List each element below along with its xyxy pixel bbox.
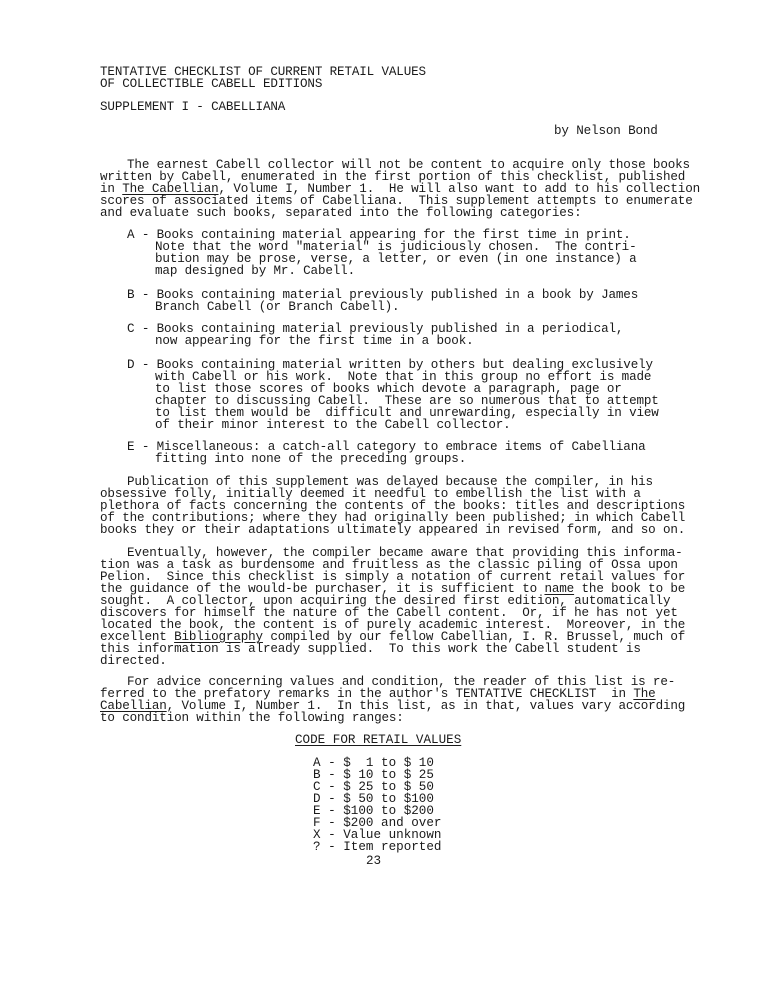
intro-line: written by Cabell, enumerated in the first portion of this checklist, published [100,170,686,184]
category-e: E - Miscellaneous: a catch-all category to embrace items of Cabelliana [127,440,646,454]
intro-line: The earnest Cabell collector will not be content to acquire only those books [127,158,690,172]
eventually-line: Pelion. Since this checklist is simply a notation of current retail values for [100,570,686,584]
category-b-line: Branch Cabell (or Branch Cabell). [155,300,400,314]
eventually-line: sought. A collector, upon acquiring the desired first edition, automatically [100,594,671,608]
eventually-line: this information is already supplied. To this work the Cabell student is [100,642,641,656]
code-row: C - $ 25 to $ 50 [313,780,434,794]
bibliography-title: Bibliography [174,630,263,644]
text-run: excellent [100,630,175,644]
publication-line: Publication of this supplement was delayed because the compiler, in his [127,475,653,489]
intro-line: and evaluate such books, separated into the following categories: [100,206,582,220]
emphasized-word: name [544,582,575,596]
category-c-line: now appearing for the first time in a book. [155,334,474,348]
eventually-line: directed. [100,654,167,668]
text-run: the guidance of the would-be purchaser, it is sufficient to [100,582,545,596]
code-table-title: CODE FOR RETAIL VALUES [295,733,462,747]
code-row: D - $ 50 to $100 [313,792,434,806]
page-number: 23 [366,854,382,868]
category-d-line: chapter to discussing Cabell. These are so numerous that to attempt [155,394,659,408]
advice-line: For advice concerning values and condition, the reader of this list is re- [127,675,676,689]
code-row: X - Value unknown [313,828,442,842]
cabellian-title: The [633,687,656,701]
title-line-2: OF COLLECTIBLE CABELL EDITIONS [100,77,323,91]
category-c: C - Books containing material previously published in a periodical, [127,322,624,336]
eventually-line: discovers for himself the nature of the Cabell content. Or, if he has not yet [100,606,678,620]
publication-line: books they or their adaptations ultimately appeared in revised form, and so on. [100,523,686,537]
text-run: , Volume I, Number 1. In this list, as in that, values vary according [166,699,686,713]
eventually-line: located the book, the content is of purely academic interest. Moreover, in the [100,618,686,632]
code-row: B - $ 10 to $ 25 [313,768,434,782]
category-a-line: bution may be prose, verse, a letter, or even (in one instance) a [155,252,637,266]
eventually-line: tion was a task as burdensome and fruitless as the classic piling of Ossa upon [100,558,678,572]
category-d-line: to list those scores of books which devote a paragraph, page or [155,382,622,396]
category-d-line: with Cabell or his work. Note that in this group no effort is made [155,370,652,384]
category-a-line: Note that the word "material" is judiciously chosen. The contri- [155,240,637,254]
intro-line: scores of associated items of Cabelliana. This supplement attempts to enumerate [100,194,693,208]
cabellian-title: The Cabellian [122,182,219,196]
title-line-1: TENTATIVE CHECKLIST OF CURRENT RETAIL VALUES [100,65,426,79]
category-e-line: fitting into none of the preceding groups. [155,452,467,466]
category-d: D - Books containing material written by others but dealing exclusively [127,358,653,372]
publication-line: obsessive folly, initially deemed it needful to embellish the list with a [100,487,641,501]
text-run: compiled by our fellow Cabellian, I. R. Brussel, much of [262,630,686,644]
code-row: A - $ 1 to $ 10 [313,756,434,770]
text-run: in [100,182,123,196]
eventually-line: Eventually, however, the compiler became aware that providing this informa- [127,546,683,560]
text-run: , Volume I, Number 1. He will also want to add to his collection [218,182,701,196]
byline: by Nelson Bond [554,124,658,138]
text-run: ferred to the prefatory remarks in the author's TENTATIVE CHECKLIST in [100,687,634,701]
category-d-line: to list them would be difficult and unrewarding, especially in view [155,406,659,420]
publication-line: of the contributions; where they had originally been published; in which Cabell [100,511,686,525]
code-row: F - $200 and over [313,816,442,830]
text-run: the book to be [574,582,686,596]
category-d-line: of their minor interest to the Cabell collector. [155,418,511,432]
cabellian-title: Cabellian [100,699,167,713]
code-row: ? - Item reported [313,840,442,854]
code-row: E - $100 to $200 [313,804,434,818]
category-b: B - Books containing material previously published in a book by James [127,288,639,302]
category-a-line: map designed by Mr. Cabell. [155,264,356,278]
advice-line: to condition within the following ranges: [100,711,404,725]
supplement-heading: SUPPLEMENT I - CABELLIANA [100,100,286,114]
publication-line: plethora of facts concerning the contents of the books: titles and descriptions [100,499,686,513]
category-a: A - Books containing material appearing for the first time in print. [127,228,631,242]
